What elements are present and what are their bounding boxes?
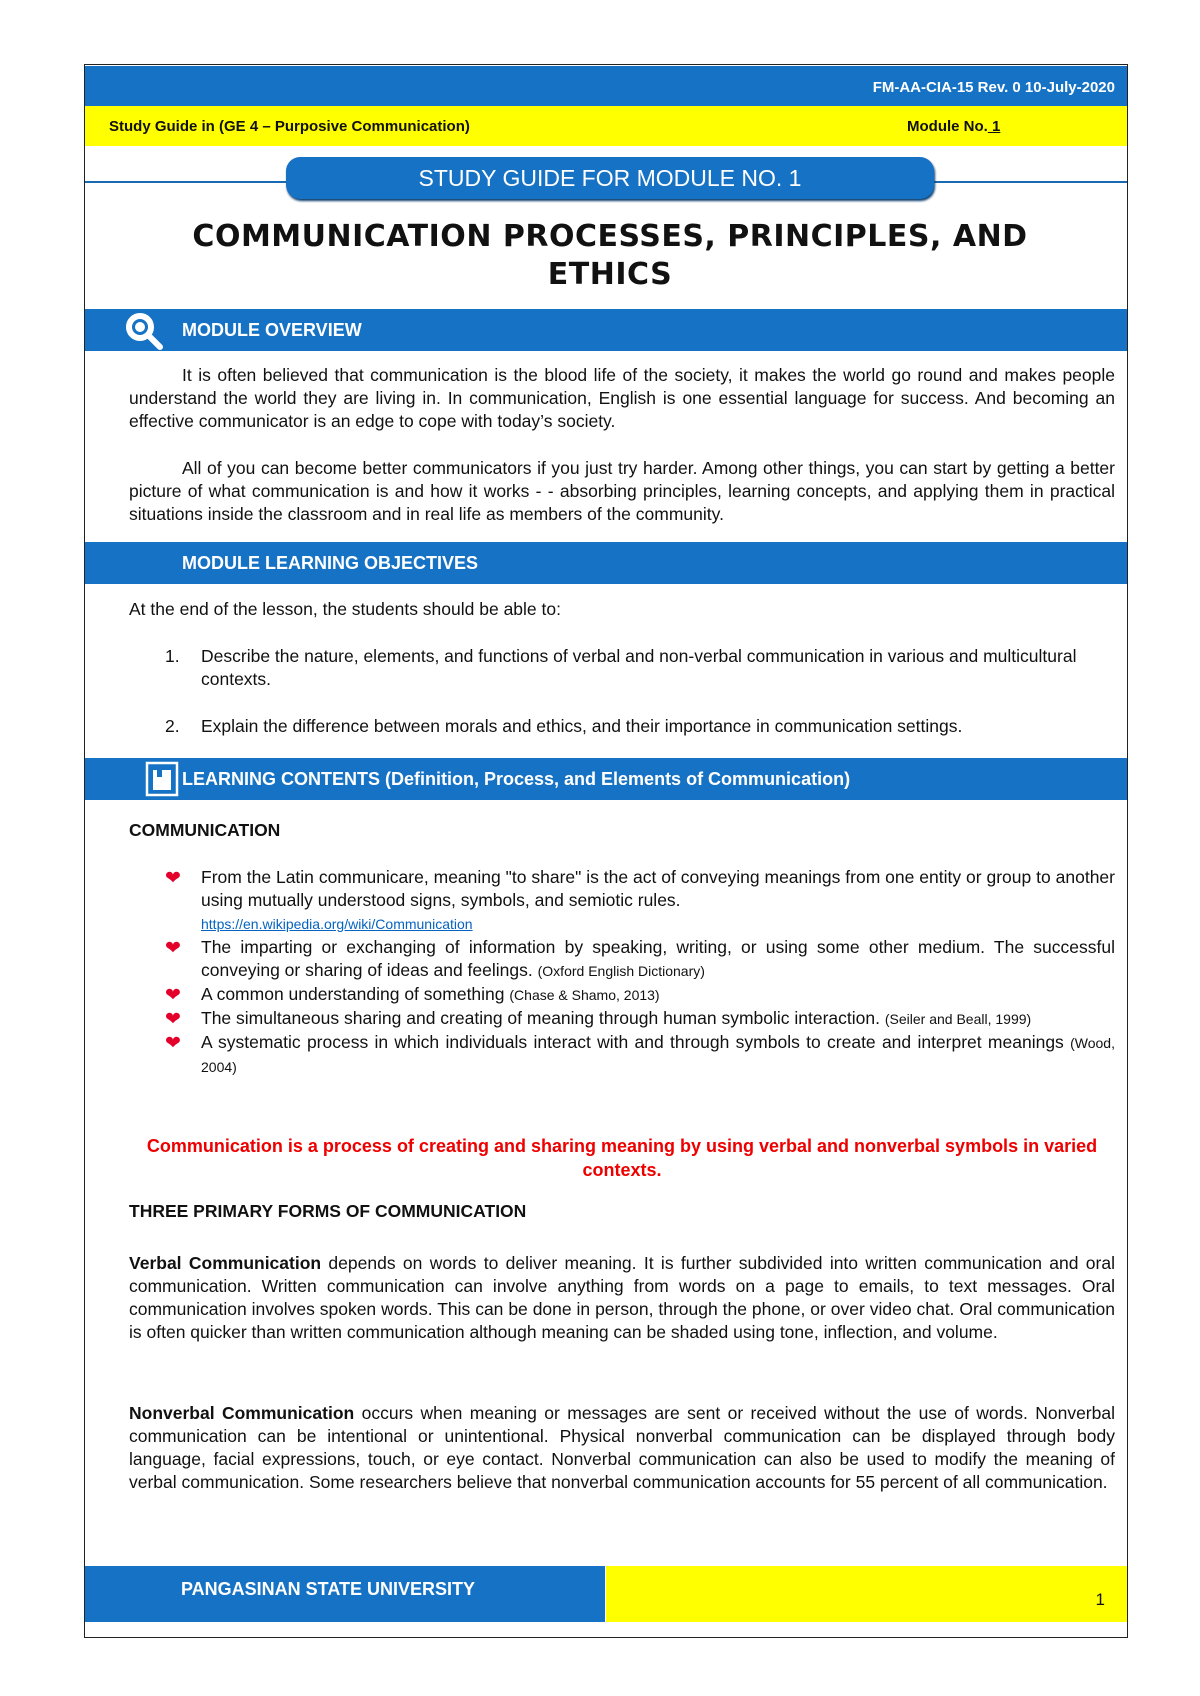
heart-bullet-icon: ❤ [165,985,181,1006]
heart-bullet-icon: ❤ [165,1033,181,1054]
study-guide-banner: STUDY GUIDE FOR MODULE NO. 1 [286,157,934,199]
overview-paragraph-2: All of you can become better communicators if you just try harder. Among other things, you can start by getting a better picture of what communication is and how it works - - absorbing principles, learning concepts, and applying them in practical situations inside the classroom and in real life as members of the community. [129,458,1115,524]
module-number: Module No. 1 [907,118,1001,135]
header-yellow-bar [85,106,1127,146]
definition-list [129,866,1115,1079]
list-item: ❤ From the Latin communicare, meaning "to share" is the act of conveying meanings from one entity or group to another using mutually understood signs, symbols, and semiotic rules. https://en.wikipedia.org/wiki/Communication [165,867,1115,932]
book-icon [145,761,179,797]
footer-university-bar [85,1566,605,1622]
communication-subheading: COMMUNICATION [129,820,281,840]
section-heading: LEARNING CONTENTS (Definition, Process, and Elements of Communication) [182,769,851,789]
footer-page-bar [606,1566,1127,1622]
form-code: FM-AA-CIA-15 Rev. 0 10-July-2020 [872,79,1115,96]
module-number-value: 1 [987,118,1001,135]
communication-definition: Communication is a process of creating and sharing meaning by using verbal and nonverbal symbols in varied contexts. [146,1136,1098,1180]
overview-paragraph-1: It is often believed that communication is the blood life of the society, it makes the world go round and makes people understand the world they are living in. In communication, English is one essential language for success. And becoming an effective communicator is an edge to cope with today’s society. [129,365,1115,431]
heart-bullet-icon: ❤ [165,1009,181,1030]
list-item: ❤ The imparting or exchanging of information by speaking, writing, or using some other medium. The successful conveying or sharing of ideas and feelings. (Oxford English Dictionary) [165,937,1115,980]
header-bar [85,66,1127,106]
heart-bullet-icon: ❤ [165,868,181,889]
verbal-communication-paragraph: Verbal Communication depends on words to deliver meaning. It is further subdivided into written communication and oral communication. Written communication can involve anything from words on a page to emails, to text messages. Oral communication involves spoken words. This can be done in person, through the phone, or over video chat. Oral communication is often quicker than written communication although meaning can be shaded using tone, inflection, and volume. [129,1253,1115,1342]
objectives-intro: At the end of the lesson, the students should be able to: [129,599,561,619]
section-learning-objectives [85,542,1127,584]
page-title: COMMUNICATION PROCESSES, PRINCIPLES, AND ETHICS [192,219,1028,292]
heart-bullet-icon: ❤ [165,938,181,959]
forms-heading: THREE PRIMARY FORMS OF COMMUNICATION [129,1201,527,1221]
section-module-overview [85,309,1127,351]
list-item: ❤ The simultaneous sharing and creating of meaning through human symbolic interaction. (Seiler and Beall, 1999) [165,1008,1032,1030]
list-item: ❤ A common understanding of something (Chase & Shamo, 2013) [165,984,660,1006]
section-learning-contents [85,758,1127,800]
section-heading: MODULE OVERVIEW [182,320,362,340]
section-heading: MODULE LEARNING OBJECTIVES [182,553,479,573]
list-item: ❤ A systematic process in which individuals interact with and through symbols to create and interpret meanings (Wood, 2004) [165,1032,1115,1075]
wikipedia-link[interactable]: https://en.wikipedia.org/wiki/Communication [201,916,473,932]
study-guide-label: Study Guide in (GE 4 – Purposive Communication) [109,118,470,135]
nonverbal-communication-paragraph: Nonverbal Communication occurs when meaning or messages are sent or received without the use of words. Nonverbal communication can be intentional or unintentional. Physical nonverbal communication can be displayed through body language, facial expressions, touch, or eye contact. Nonverbal communication can also be used to modify the meaning of verbal communication. Some researchers believe that nonverbal communication accounts for 55 percent of all communication. [129,1403,1115,1492]
university-name: PANGASINAN STATE UNIVERSITY [181,1579,476,1599]
magnifier-icon [123,310,165,350]
page-number: 1 [1095,1590,1105,1609]
